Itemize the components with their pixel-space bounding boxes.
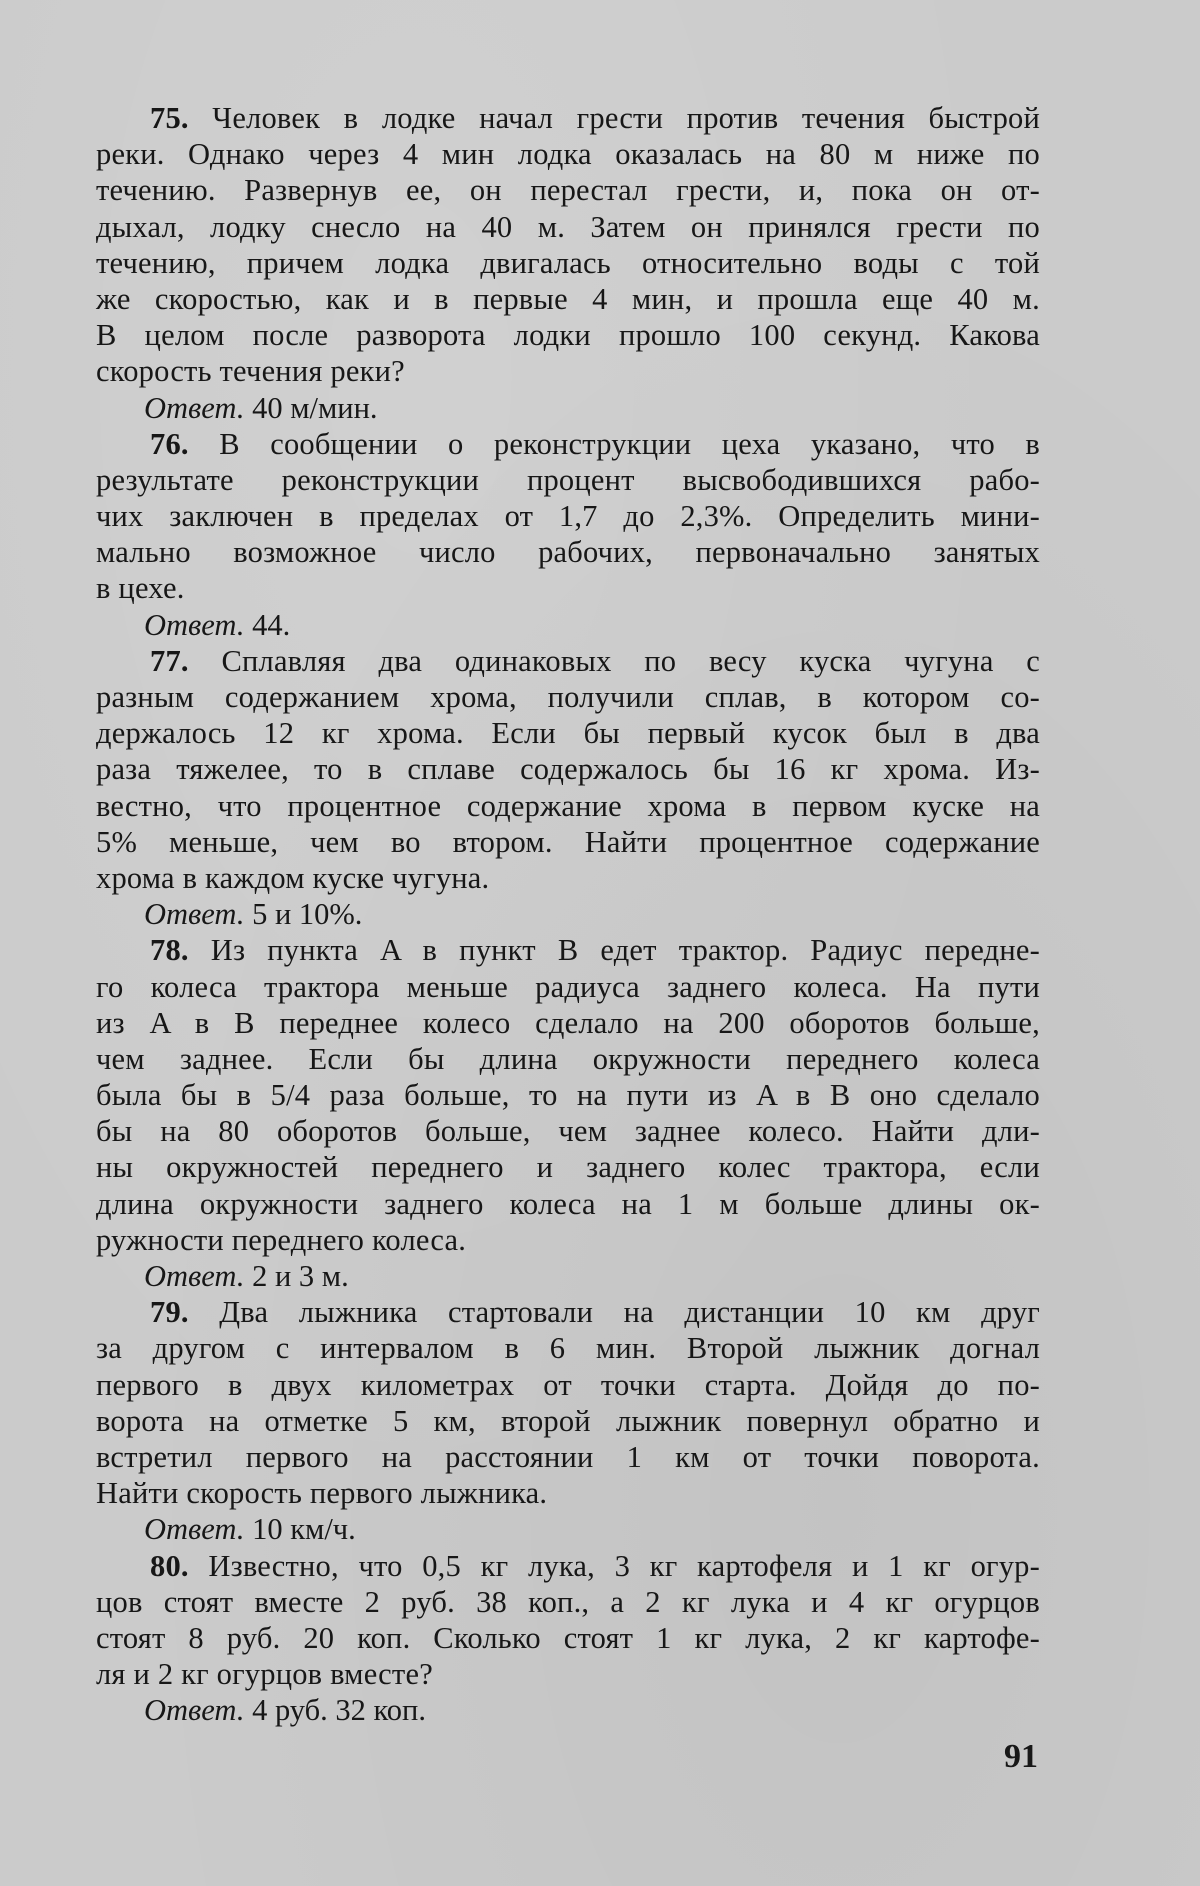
line-text: В сообщении о реконструкции цеха указано, что в bbox=[219, 427, 1040, 461]
problem-text-line bbox=[96, 1113, 1040, 1149]
problem-text-line bbox=[96, 1620, 1040, 1656]
problem-number: 75. bbox=[150, 101, 189, 135]
line-text: первого в двух километрах от точки старта. Дойдя до по- bbox=[96, 1368, 1040, 1402]
line-text: чем заднее. Если бы длина окружности переднего колеса bbox=[96, 1042, 1040, 1076]
line-text: ворота на отметке 5 км, второй лыжник повернул обратно и bbox=[96, 1404, 1040, 1438]
line-text: встретил первого на расстоянии 1 км от точки поворота. bbox=[96, 1440, 1040, 1474]
answer-line bbox=[96, 1258, 1040, 1294]
line-text: цов стоят вместе 2 руб. 38 коп., а 2 кг лука и 4 кг огурцов bbox=[96, 1585, 1040, 1619]
page-number: 91 bbox=[1004, 1738, 1038, 1776]
problem-80 bbox=[96, 1548, 1040, 1729]
line-text: за другом с интервалом в 6 мин. Второй лыжник догнал bbox=[96, 1331, 1040, 1365]
problem-text-line bbox=[96, 209, 1040, 245]
problem-text-line bbox=[96, 1403, 1040, 1439]
line-text: результате реконструкции процент высвободившихся рабо- bbox=[96, 463, 1040, 497]
line-text: 5% меньше, чем во втором. Найти процентное содержание bbox=[96, 825, 1040, 859]
problem-text-line bbox=[96, 172, 1040, 208]
problem-text-line bbox=[96, 1439, 1040, 1475]
problem-text-line bbox=[96, 317, 1040, 353]
problem-text-line bbox=[96, 751, 1040, 787]
problem-75 bbox=[96, 100, 1040, 426]
problem-text-line bbox=[96, 788, 1040, 824]
problem-text-line bbox=[96, 426, 1040, 462]
problem-number: 79. bbox=[150, 1295, 189, 1329]
problem-text-line bbox=[96, 1077, 1040, 1113]
answer-value: 10 км/ч. bbox=[252, 1512, 356, 1546]
problem-number: 80. bbox=[150, 1549, 189, 1583]
problem-text-line bbox=[96, 643, 1040, 679]
line-text: Известно, что 0,5 кг лука, 3 кг картофеля и 1 кг огур- bbox=[208, 1549, 1040, 1583]
problem-text-line bbox=[96, 1294, 1040, 1330]
line-text: мально возможное число рабочих, первоначально занятых bbox=[96, 535, 1040, 569]
problem-text-line bbox=[96, 534, 1040, 570]
answer-label: Ответ. bbox=[144, 1259, 244, 1293]
problem-text-line bbox=[96, 353, 1040, 389]
line-text: в цехе. bbox=[96, 571, 185, 605]
problem-text-line bbox=[96, 1548, 1040, 1584]
line-text: ны окружностей переднего и заднего колес трактора, если bbox=[96, 1150, 1040, 1184]
problem-text-line bbox=[96, 824, 1040, 860]
line-text: бы на 80 оборотов больше, чем заднее колесо. Найти дли- bbox=[96, 1114, 1040, 1148]
problem-text-line bbox=[96, 1005, 1040, 1041]
line-text: стоят 8 руб. 20 коп. Сколько стоят 1 кг лука, 2 кг картофе- bbox=[96, 1621, 1040, 1655]
line-text: была бы в 5/4 раза больше, то на пути из A в B оно сделало bbox=[96, 1078, 1040, 1112]
problem-text-line bbox=[96, 1149, 1040, 1185]
line-text: Человек в лодке начал грести против течения быстрой bbox=[212, 101, 1040, 135]
problem-76 bbox=[96, 426, 1040, 643]
line-text: держалось 12 кг хрома. Если бы первый кусок был в два bbox=[96, 716, 1040, 750]
line-text: чих заключен в пределах от 1,7 до 2,3%. Определить мини- bbox=[96, 499, 1040, 533]
answer-line bbox=[96, 607, 1040, 643]
problem-text-line bbox=[96, 1041, 1040, 1077]
answer-value: 5 и 10%. bbox=[252, 897, 362, 931]
answer-label: Ответ. bbox=[144, 1512, 244, 1546]
line-text: В целом после разворота лодки прошло 100 секунд. Какова bbox=[96, 318, 1040, 352]
problem-text-line bbox=[96, 281, 1040, 317]
problem-text-line bbox=[96, 860, 1040, 896]
line-text: го колеса трактора меньше радиуса заднего колеса. На пути bbox=[96, 970, 1040, 1004]
problem-number: 76. bbox=[150, 427, 189, 461]
line-text: же скоростью, как и в первые 4 мин, и прошла еще 40 м. bbox=[96, 282, 1040, 316]
answer-value: 4 руб. 32 коп. bbox=[252, 1693, 426, 1727]
answer-line bbox=[96, 390, 1040, 426]
problem-text-line bbox=[96, 136, 1040, 172]
book-page bbox=[0, 0, 1200, 1886]
problem-text-line bbox=[96, 969, 1040, 1005]
answer-label: Ответ. bbox=[144, 897, 244, 931]
line-text: из A в B переднее колесо сделало на 200 оборотов больше, bbox=[96, 1006, 1040, 1040]
problem-text-line bbox=[96, 1475, 1040, 1511]
problem-text-line bbox=[96, 462, 1040, 498]
answer-label: Ответ. bbox=[144, 608, 244, 642]
problem-text-line bbox=[96, 1330, 1040, 1366]
line-text: Найти скорость первого лыжника. bbox=[96, 1476, 547, 1510]
answer-label: Ответ. bbox=[144, 391, 244, 425]
problem-text-line bbox=[96, 100, 1040, 136]
answer-label: Ответ. bbox=[144, 1693, 244, 1727]
problem-text-line bbox=[96, 1222, 1040, 1258]
answer-line bbox=[96, 1511, 1040, 1547]
problem-79 bbox=[96, 1294, 1040, 1547]
line-text: течению. Развернув ее, он перестал грести, и, пока он от- bbox=[96, 173, 1040, 207]
problem-text-line bbox=[96, 1186, 1040, 1222]
line-text: хрома в каждом куске чугуна. bbox=[96, 861, 489, 895]
answer-value: 44. bbox=[252, 608, 290, 642]
line-text: Сплавляя два одинаковых по весу куска чугуна с bbox=[221, 644, 1040, 678]
problem-text-line bbox=[96, 679, 1040, 715]
problem-text-line bbox=[96, 1656, 1040, 1692]
line-text: раза тяжелее, то в сплаве содержалось бы 16 кг хрома. Из- bbox=[96, 752, 1040, 786]
problem-77 bbox=[96, 643, 1040, 933]
answer-line bbox=[96, 896, 1040, 932]
problem-text-line bbox=[96, 1367, 1040, 1403]
problem-text-line bbox=[96, 932, 1040, 968]
problem-text-line bbox=[96, 1584, 1040, 1620]
problem-number: 78. bbox=[150, 933, 189, 967]
problems-text bbox=[96, 100, 1040, 1728]
answer-value: 40 м/мин. bbox=[252, 391, 377, 425]
line-text: течению, причем лодка двигалась относительно воды с той bbox=[96, 246, 1040, 280]
line-text: дыхал, лодку снесло на 40 м. Затем он принялся грести по bbox=[96, 210, 1040, 244]
line-text: вестно, что процентное содержание хрома в первом куске на bbox=[96, 789, 1040, 823]
line-text: Два лыжника стартовали на дистанции 10 км друг bbox=[219, 1295, 1040, 1329]
answer-value: 2 и 3 м. bbox=[252, 1259, 349, 1293]
problem-number: 77. bbox=[150, 644, 189, 678]
line-text: Из пункта A в пункт B едет трактор. Радиус передне- bbox=[211, 933, 1040, 967]
answer-line bbox=[96, 1692, 1040, 1728]
problem-78 bbox=[96, 932, 1040, 1294]
problem-text-line bbox=[96, 245, 1040, 281]
problem-text-line bbox=[96, 715, 1040, 751]
line-text: скорость течения реки? bbox=[96, 354, 405, 388]
line-text: ля и 2 кг огурцов вместе? bbox=[96, 1657, 433, 1691]
line-text: реки. Однако через 4 мин лодка оказалась на 80 м ниже по bbox=[96, 137, 1040, 171]
line-text: разным содержанием хрома, получили сплав, в котором со- bbox=[96, 680, 1040, 714]
problem-text-line bbox=[96, 570, 1040, 606]
line-text: длина окружности заднего колеса на 1 м больше длины ок- bbox=[96, 1187, 1040, 1221]
line-text: ружности переднего колеса. bbox=[96, 1223, 466, 1257]
problem-text-line bbox=[96, 498, 1040, 534]
